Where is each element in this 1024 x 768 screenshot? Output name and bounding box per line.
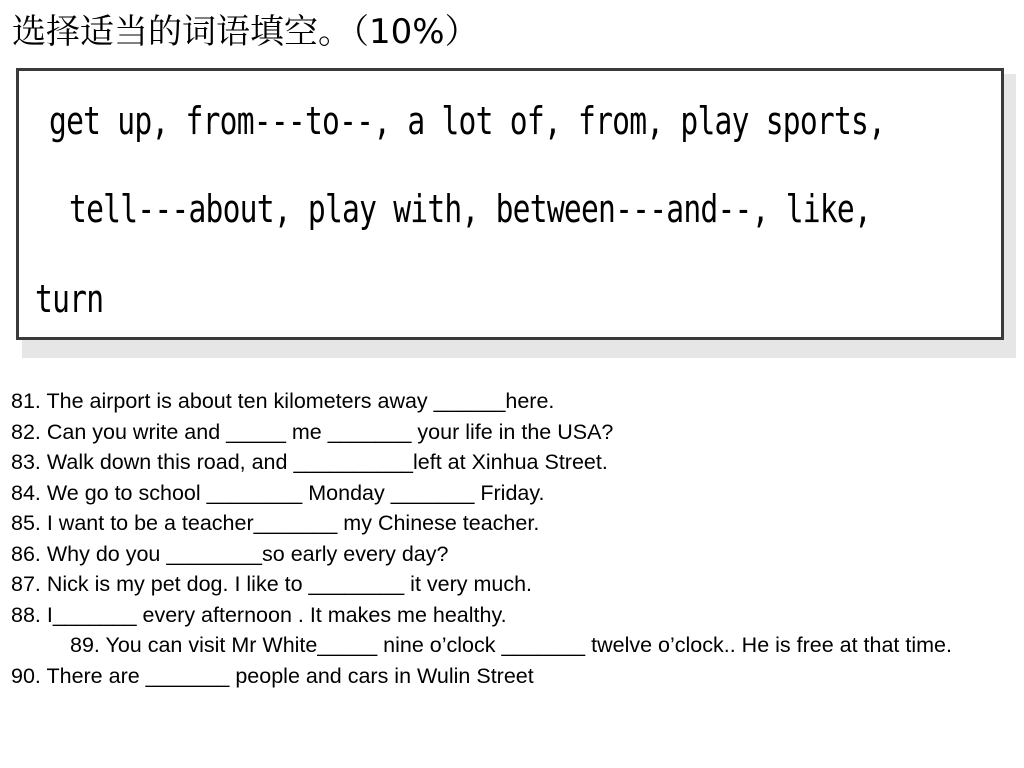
- question-86: 86. Why do you ________so early every day?: [11, 541, 449, 566]
- question-list: [11, 386, 1011, 691]
- question-88: 88. I_______ every afternoon . It makes me healthy.: [11, 602, 507, 627]
- word-bank-box: [16, 68, 1004, 340]
- question-89: 89. You can visit Mr White_____ nine o’clock _______ twelve o’clock.. He is free at that time.: [70, 633, 952, 657]
- question-83: 83. Walk down this road, and __________left at Xinhua Street.: [11, 450, 608, 474]
- page-title: 选择适当的词语填空。（10%）: [12, 12, 479, 52]
- question-90: 90. There are _______ people and cars in Wulin Street: [11, 663, 534, 688]
- word-bank-line-3: turn: [35, 277, 104, 321]
- word-bank-line-2: tell---about, play with, between---and--, like,: [69, 187, 872, 231]
- question-87: 87. Nick is my pet dog. I like to ________ it very much.: [11, 572, 533, 596]
- question-84: 84. We go to school ________ Monday _______ Friday.: [11, 480, 545, 505]
- question-85: 85. I want to be a teacher_______ my Chinese teacher.: [11, 511, 540, 535]
- word-bank-line-1: get up, from---to--, a lot of, from, play sports,: [49, 99, 886, 143]
- question-82: 82. Can you write and _____ me _______ your life in the USA?: [11, 419, 614, 444]
- question-81: 81. The airport is about ten kilometers away ______here.: [11, 389, 555, 413]
